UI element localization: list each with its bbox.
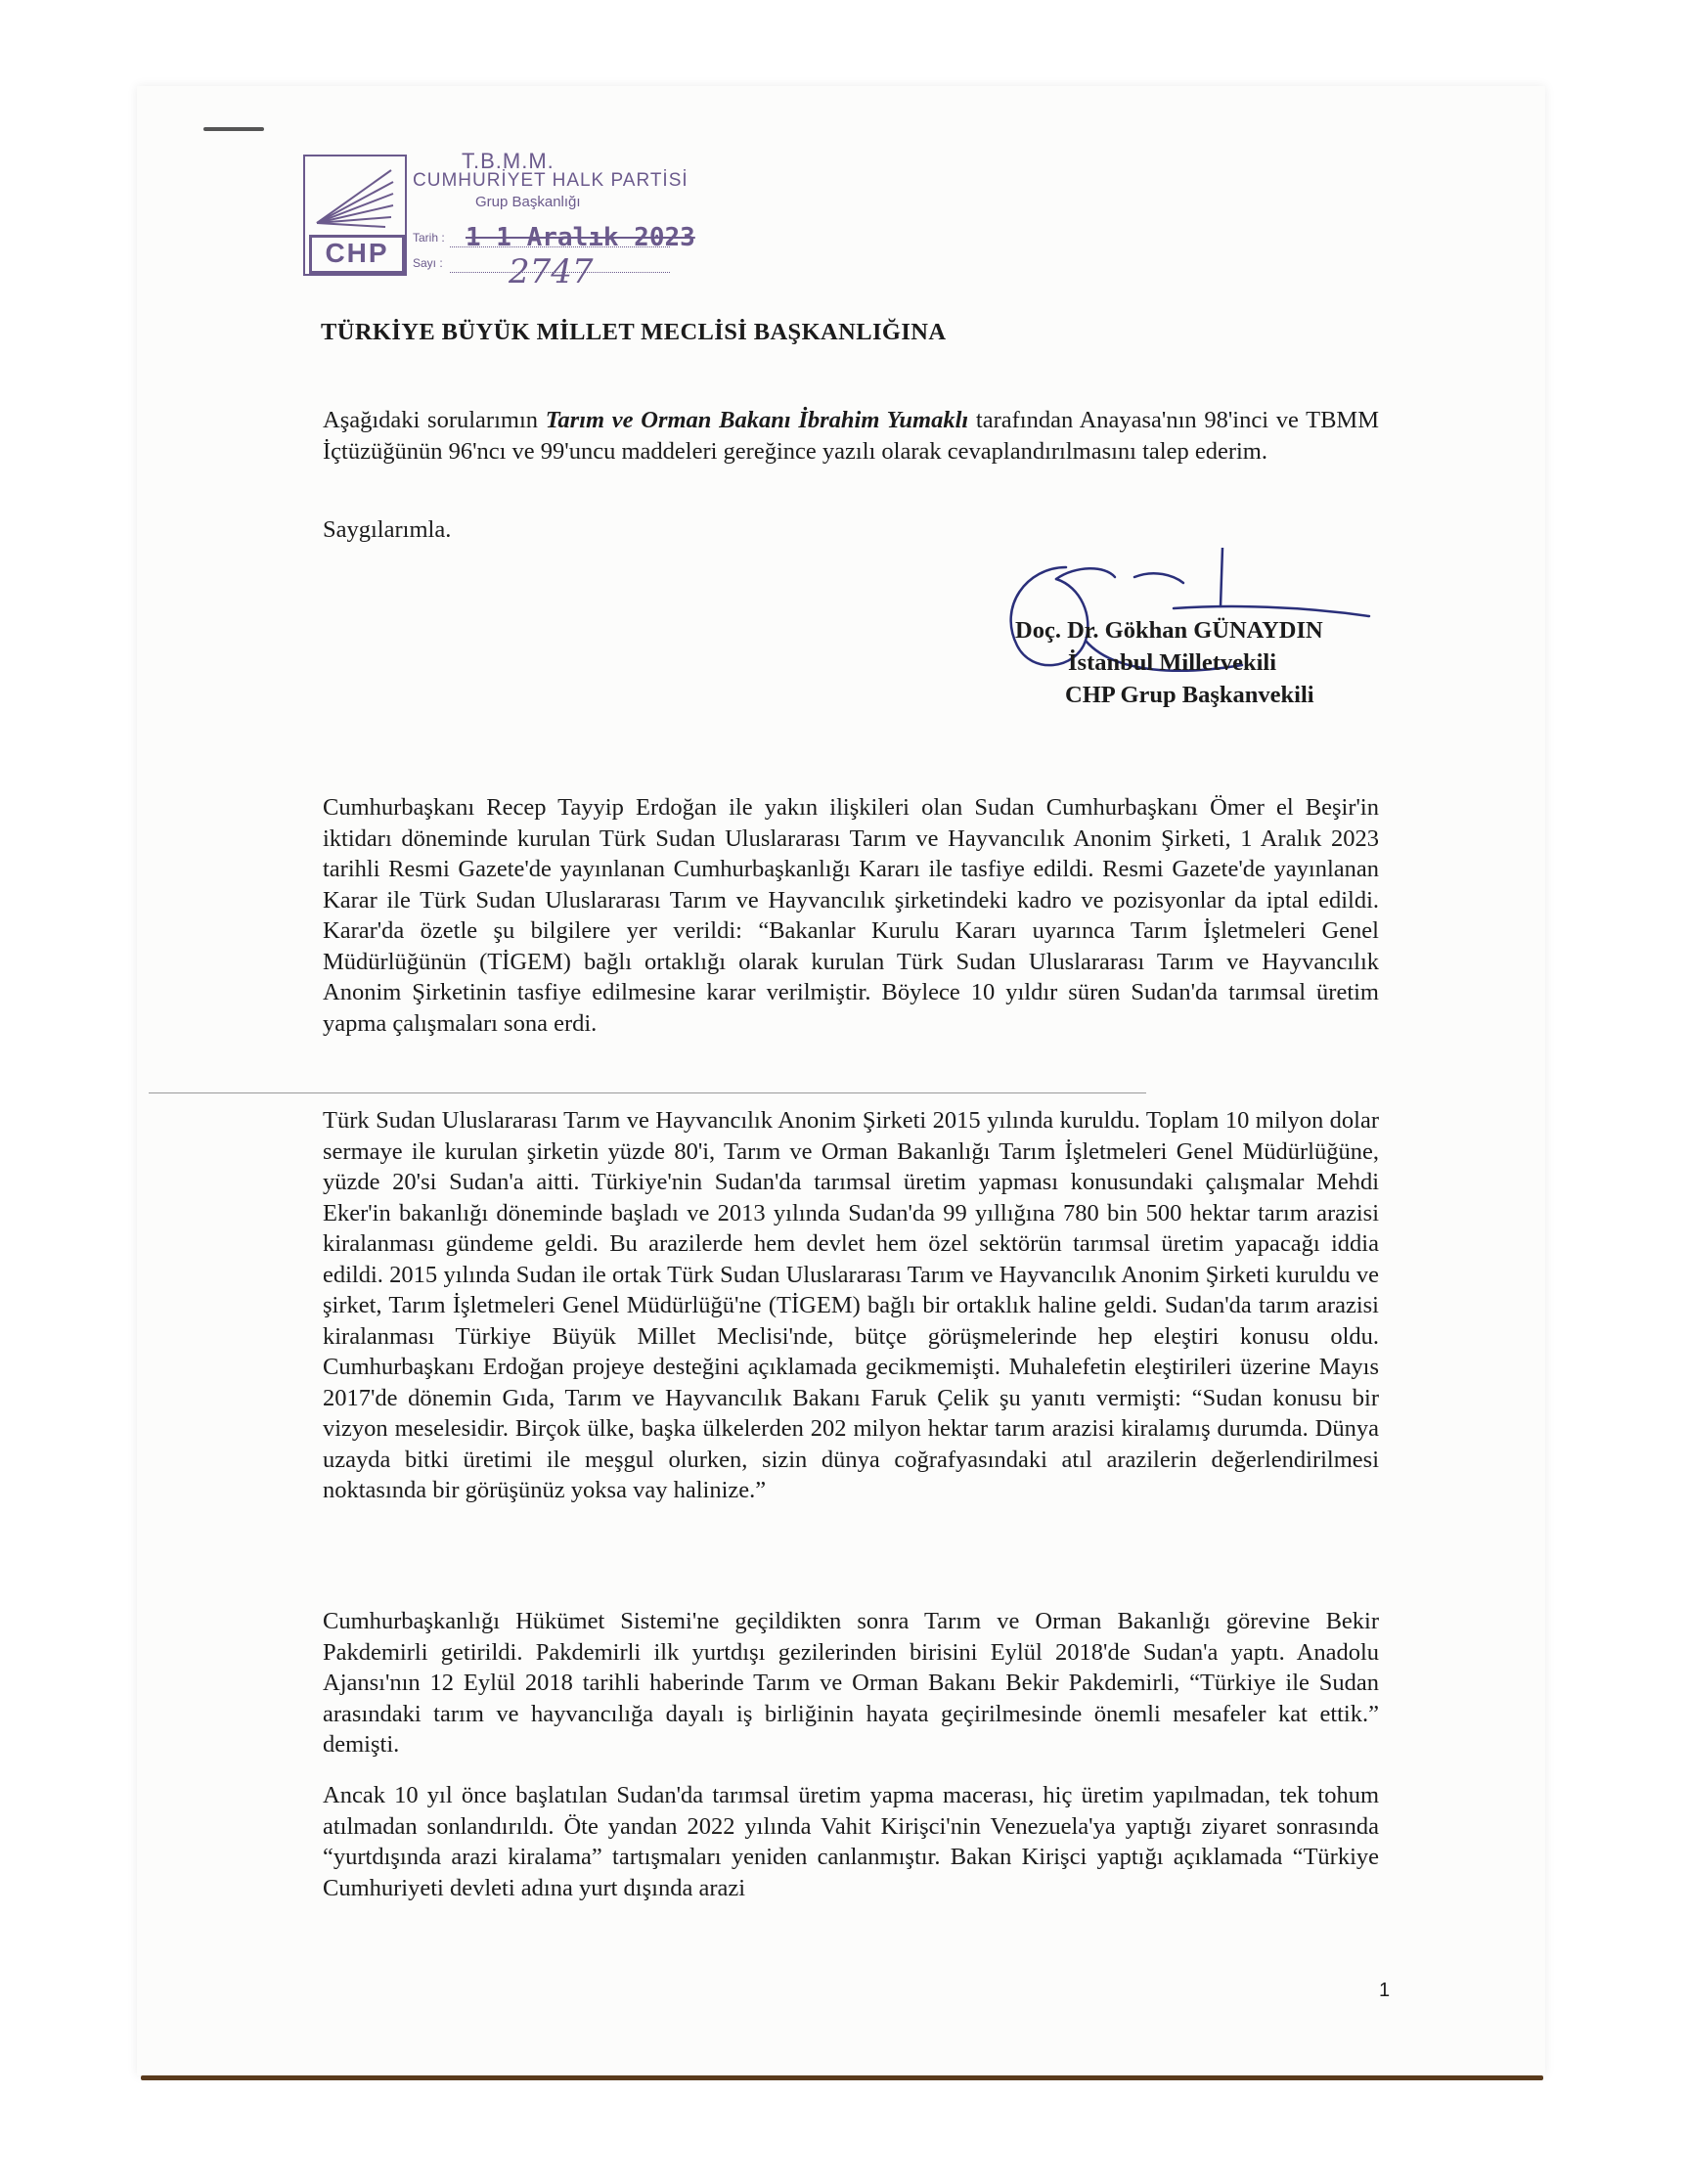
signature-block (994, 614, 1385, 711)
stamp-institution: T.B.M.M. (462, 149, 555, 173)
party-logo-box (303, 155, 407, 276)
signatory-position: CHP Grup Başkanvekili (1065, 682, 1314, 708)
document-page (137, 86, 1545, 2075)
scan-mark (203, 127, 264, 131)
body-paragraph: Ancak 10 yıl önce başlatılan Sudan'da tarımsal üretim yapma macerası, hiç üretim yapılmadan, tek tohum atılmadan sonlandırıldı. Öte yandan 2022 yılında Vahit Kirişci'nin Venezuela'ya yaptığı ziyaret sonrasında “yurtdışında arazi kiralama” tartışmaları yeniden canlanmıştır. Bakan Kirişci yaptığı açıklamada “Türkiye Cumhuriyeti devleti adına yurt dışında arazi (323, 1782, 1379, 1901)
signatory-name: Doç. Dr. Gökhan GÜNAYDIN (1015, 617, 1323, 644)
body-paragraph: Cumhurbaşkanlığı Hükümet Sistemi'ne geçildikten sonra Tarım ve Orman Bakanlığı görevine Bekir Pakdemirli getirildi. Pakdemirli ilk yurtdışı gezilerinden birisini Eylül 2018'de Sudan'a yaptı. Anadolu Ajansı'nın 12 Eylül 2018 tarihli haberinde Tarım ve Orman Bakanı Bekir Pakdemirli, “Türkiye ile Sudan arasındaki tarım ve hayvancılığa dayalı iş birliğinin hayata geçirilmesinde önemli mesafeler kat ettik.” demişti. (323, 1608, 1379, 1758)
intro-before: Aşağıdaki sorularımın (323, 407, 546, 433)
stamp-number-label: Sayı : (413, 256, 443, 270)
section-divider (149, 1092, 1146, 1093)
body-paragraph: Türk Sudan Uluslararası Tarım ve Hayvancılık Anonim Şirketi 2015 yılında kuruldu. Toplam 10 milyon dolar sermaye ile kurulan şirketin yüzde 80'i, Tarım ve Orman Bakanlığı Tarım İşletmeleri Genel Müdürlüğüne, yüzde 20'si Sudan'a aitti. Türkiye'nin Sudan'da tarımsal üretim yapması konusundaki çalışmalar Mehdi Eker'in bakanlığı döneminde başladı ve 2013 yılında Sudan'da 99 yıllığına 780 bin 500 hektar tarım arazisi kiralanması gündeme geldi. Bu arazilerde hem devlet hem özel sektörün tarımsal üretim yapacağı iddia edildi. 2015 yılında Sudan ile ortak Türk Sudan Uluslararası Tarım ve Hayvancılık Anonim Şirketi kuruldu ve şirket, Tarım İşletmeleri Genel Müdürlüğü'ne (TİGEM) bağlı bir ortaklık haline geldi. Sudan'da tarım arazisi kiralanması Türkiye Büyük Millet Meclisi'nde, bütçe görüşmelerinde hep eleştiri konusu oldu. Cumhurbaşkanı Erdoğan projeye desteğini açıklamada gecikmemişti. Muhalefetin eleştirileri üzerine Mayıs 2017'de dönemin Gıda, Tarım ve Hayvancılık Bakanı Faruk Çelik şu yanıtı vermişti: “Sudan konusu bir vizyon meselesidir. Birçok ülke, başka ülkelerden 202 milyon hektar tarım arazisi kiralamış durumda. Dünya uzayda bitki üretimi ile meşgul olurken, sizin dünya coğrafyasındaki atıl arazilerin değerlendirilmesi noktasında bir görüşünüz yoksa vay halinize.” (323, 1107, 1379, 1503)
page-bottom-edge (141, 2075, 1543, 2080)
signatory-role: İstanbul Milletvekili (1068, 649, 1277, 676)
document-heading: TÜRKİYE BÜYÜK MİLLET MECLİSİ BAŞKANLIĞINA (321, 319, 947, 345)
body-paragraph: Cumhurbaşkanı Recep Tayyip Erdoğan ile yakın ilişkileri olan Sudan Cumhurbaşkanı Ömer el Beşir'in iktidarı döneminde kurulan Türk Sudan Uluslararası Tarım ve Hayvancılık Anonim Şirketi, 1 Aralık 2023 tarihli Resmi Gazete'de yayınlanan Cumhurbaşkanlığı Kararı ile tasfiye edildi. Resmi Gazete'de yayınlanan Karar ile Türk Sudan Uluslararası Tarım ve Hayvancılık şirketindeki kadro ve pozisyonlar da iptal edildi. Karar'da özetle şu bilgilere yer verildi: “Bakanlar Kurulu Kararı uyarınca Tarım İşletmeleri Genel Müdürlüğünün (TİGEM) bağlı ortaklığı olarak kurulan Türk Sudan Uluslararası Tarım ve Hayvancılık Anonim Şirketinin tasfiye edilmesine karar verilmiştir. Böylece 10 yıldır süren Sudan'da tarımsal üretim yapma çalışmaları sona erdi. (323, 794, 1379, 1037)
stamp-date-value: 1 1 Aralık 2023 (466, 223, 695, 252)
registry-stamp (303, 149, 704, 291)
greeting: Saygılarımla. (323, 516, 452, 543)
page-number: 1 (1379, 1980, 1391, 2001)
stamp-party-name: CUMHURİYET HALK PARTİSİ (413, 170, 689, 191)
party-logo-icon (313, 164, 397, 229)
intro-after: tarafından Anayasa'nın 98'inci ve TBMM İçtüzüğünün 96'ncı ve 99'uncu maddeleri gereğince yazılı olarak cevaplandırılmasını talep ederim. (323, 407, 1379, 465)
intro-paragraph (323, 405, 1379, 467)
stamp-number-value: 2747 (509, 252, 594, 291)
stamp-unit: Grup Başkanlığı (475, 194, 581, 210)
minister-name: Tarım ve Orman Bakanı İbrahim Yumaklı (545, 407, 969, 433)
party-logo-text: CHP (309, 235, 405, 274)
stamp-date-label: Tarih : (413, 231, 445, 245)
